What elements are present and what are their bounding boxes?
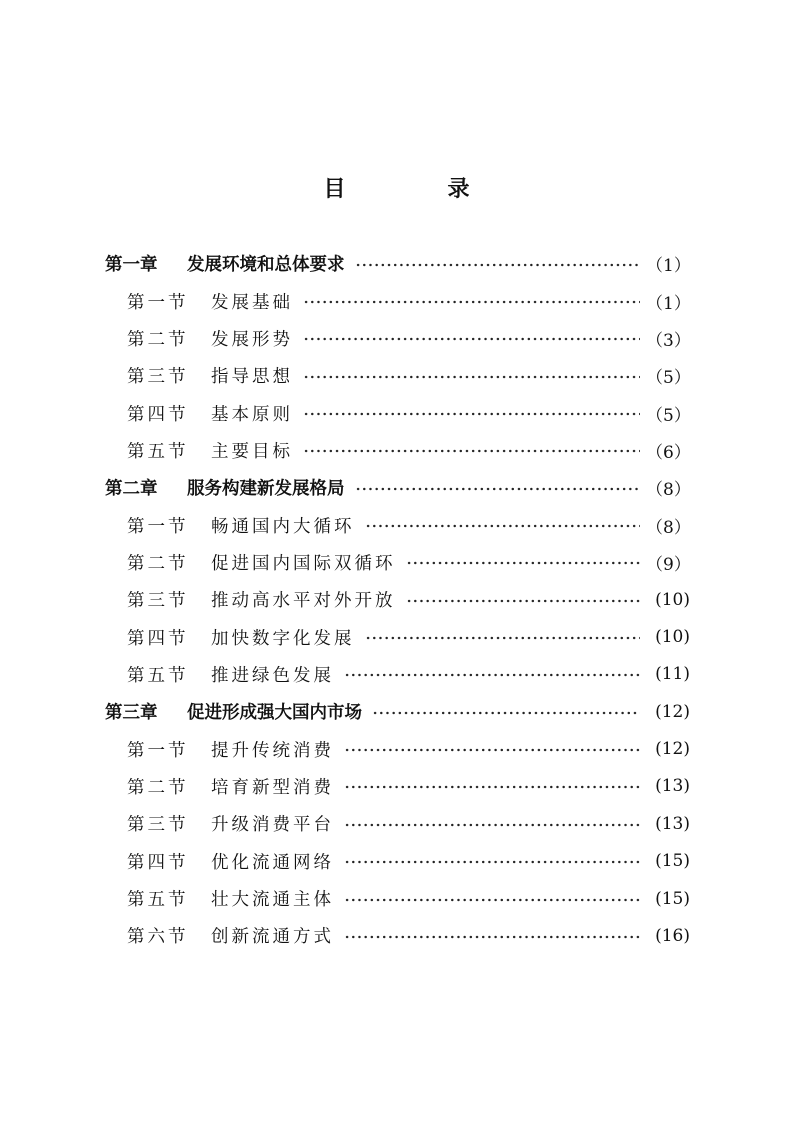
toc-title: 推进绿色发展: [211, 665, 334, 686]
toc-title: 推动高水平对外开放: [211, 591, 396, 612]
toc-title: 发展形势: [211, 329, 293, 350]
toc-title: 培育新型消费: [211, 777, 334, 798]
toc-page-number: (15): [655, 888, 690, 909]
dot-leader: [344, 821, 640, 829]
toc-title: 加快数字化发展: [211, 628, 355, 649]
toc-page-number: （1）: [646, 256, 691, 277]
toc-page-number: (10): [655, 627, 690, 648]
toc-section-3-2[interactable]: [105, 768, 690, 805]
page-title: 目 录: [323, 177, 510, 202]
toc-number: 第二节: [127, 329, 189, 350]
dot-leader: [303, 298, 640, 306]
dot-leader: [303, 410, 640, 418]
toc-page-number: (12): [655, 701, 690, 722]
toc-chapter-3[interactable]: [105, 693, 690, 730]
toc-section-3-5[interactable]: [105, 880, 690, 917]
toc-section-2-5[interactable]: [105, 656, 690, 693]
toc-section-3-1[interactable]: [105, 730, 690, 767]
dot-leader: [406, 559, 641, 567]
toc-title: 畅通国内大循环: [211, 516, 355, 537]
toc-section-3-4[interactable]: [105, 843, 690, 880]
toc-section-1-5[interactable]: [105, 432, 690, 469]
dot-leader: [365, 522, 641, 530]
dot-leader: [344, 746, 640, 754]
toc-number: 第二节: [127, 777, 189, 798]
toc-page-number: （6）: [646, 442, 691, 463]
toc-number: 第三节: [127, 815, 189, 836]
dot-leader: [303, 447, 640, 455]
toc-page-number: （9）: [646, 554, 691, 575]
toc-number: 第一节: [127, 516, 189, 537]
dot-leader: [406, 597, 641, 605]
toc-number: 第五节: [127, 441, 189, 462]
dot-leader: [355, 485, 641, 493]
dot-leader: [372, 709, 640, 717]
toc-section-1-2[interactable]: [105, 320, 690, 357]
toc-number: 第二章: [105, 479, 158, 500]
toc-page-number: （1）: [646, 293, 691, 314]
toc-title: 服务构建新发展格局: [187, 479, 345, 500]
toc-chapter-1[interactable]: [105, 245, 690, 282]
dot-leader: [365, 634, 641, 642]
dot-leader: [344, 671, 640, 679]
toc-title: 促进国内国际双循环: [211, 553, 396, 574]
toc-title: 优化流通网络: [211, 852, 334, 873]
dot-leader: [355, 261, 641, 269]
toc-title: 发展基础: [211, 292, 293, 313]
toc-number: 第三节: [127, 591, 189, 612]
toc-section-2-4[interactable]: [105, 618, 690, 655]
toc-number: 第四节: [127, 628, 189, 649]
toc-number: 第一章: [105, 255, 158, 276]
toc-number: 第六节: [127, 927, 189, 948]
toc-page-number: （3）: [646, 330, 691, 351]
toc-section-3-3[interactable]: [105, 805, 690, 842]
toc-page-number: （5）: [646, 368, 691, 389]
dot-leader: [344, 783, 640, 791]
toc-section-2-2[interactable]: [105, 544, 690, 581]
toc-title: 创新流通方式: [211, 927, 334, 948]
toc-number: 第三章: [105, 703, 158, 724]
toc-number: 第一节: [127, 292, 189, 313]
toc-chapter-2[interactable]: [105, 469, 690, 506]
toc-section-1-3[interactable]: [105, 357, 690, 394]
toc-page-number: （8）: [646, 480, 691, 501]
toc-page-number: （5）: [646, 405, 691, 426]
dot-leader: [344, 933, 640, 941]
toc-number: 第一节: [127, 740, 189, 761]
toc-page-number: (13): [655, 813, 690, 834]
toc-title: 促进形成强大国内市场: [187, 703, 362, 724]
toc-title: 指导思想: [211, 367, 293, 388]
toc-title: 壮大流通主体: [211, 890, 334, 911]
toc-page-number: (15): [655, 851, 690, 872]
toc-page-number: （8）: [646, 517, 691, 538]
toc-page-number: (13): [655, 776, 690, 797]
dot-leader: [303, 335, 640, 343]
toc-number: 第三节: [127, 367, 189, 388]
toc-page-number: (12): [655, 739, 690, 760]
toc-section-1-1[interactable]: [105, 282, 690, 319]
dot-leader: [344, 858, 640, 866]
toc-title: 提升传统消费: [211, 740, 334, 761]
toc-number: 第四节: [127, 852, 189, 873]
toc-number: 第二节: [127, 553, 189, 574]
toc-number: 第五节: [127, 890, 189, 911]
toc-page-number: (16): [655, 925, 690, 946]
toc-title: 主要目标: [211, 441, 293, 462]
toc-section-2-3[interactable]: [105, 581, 690, 618]
toc-title: 基本原则: [211, 404, 293, 425]
table-of-contents: [105, 245, 690, 955]
toc-title: 发展环境和总体要求: [187, 255, 345, 276]
toc-section-1-4[interactable]: [105, 394, 690, 431]
toc-title: 升级消费平台: [211, 815, 334, 836]
toc-page-number: (11): [655, 664, 690, 685]
toc-section-3-6[interactable]: [105, 917, 690, 954]
dot-leader: [344, 896, 640, 904]
toc-page-number: (10): [655, 589, 690, 610]
toc-number: 第四节: [127, 404, 189, 425]
dot-leader: [303, 373, 640, 381]
toc-number: 第五节: [127, 665, 189, 686]
toc-section-2-1[interactable]: [105, 506, 690, 543]
